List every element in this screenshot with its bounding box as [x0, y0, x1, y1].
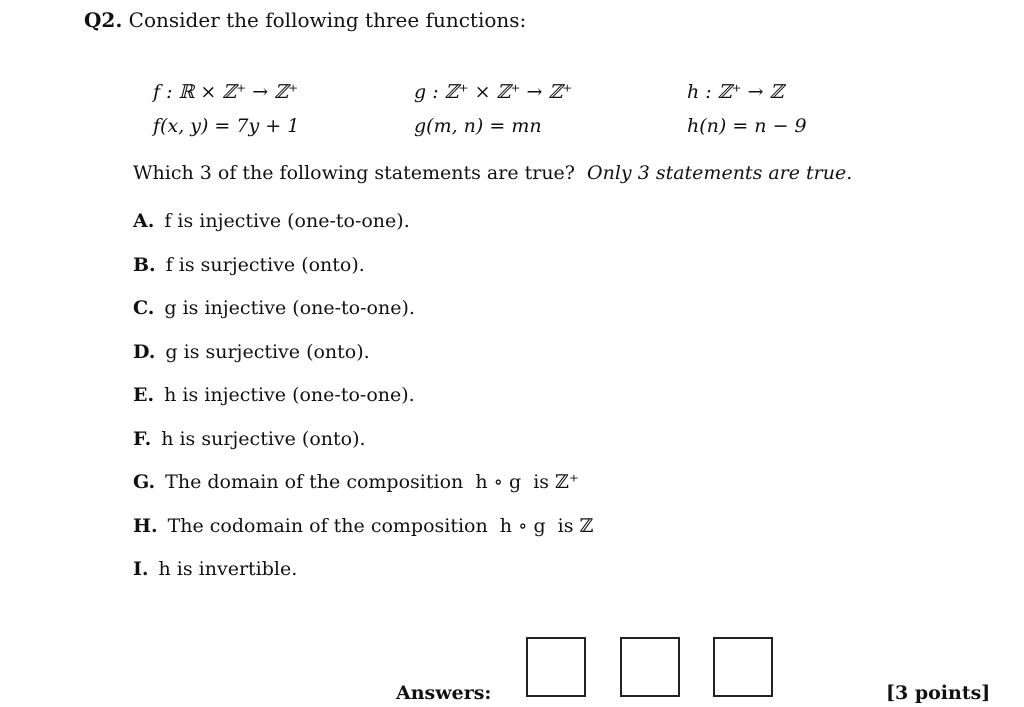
option-text: g is surjective (onto). [165, 341, 370, 363]
option-text: f is injective (one-to-one). [164, 210, 410, 232]
h-signature: h : ℤ⁺ → ℤ [687, 81, 784, 103]
f-rule: f(x, y) = 7y + 1 [153, 115, 300, 137]
answer-box-2[interactable] [620, 637, 680, 697]
option-letter: H. [133, 515, 158, 537]
option-text: f is surjective (onto). [165, 254, 365, 276]
option-letter: D. [133, 341, 156, 363]
option-d [133, 339, 370, 365]
option-text: g is injective (one-to-one). [164, 297, 415, 319]
option-b [133, 252, 365, 278]
option-letter: F. [133, 428, 152, 450]
option-text: h is injective (one-to-one). [164, 384, 415, 406]
option-text: h is surjective (onto). [161, 428, 366, 450]
points-label: [3 points] [886, 682, 991, 704]
option-h [133, 513, 593, 539]
answer-box-3[interactable] [713, 637, 773, 697]
f-signature: f : ℝ × ℤ⁺ → ℤ⁺ [153, 81, 299, 103]
option-g [133, 469, 579, 495]
option-letter: C. [133, 297, 155, 319]
option-letter: E. [133, 384, 155, 406]
question-number: Q2. [84, 8, 123, 32]
option-e [133, 382, 415, 408]
option-a [133, 208, 410, 234]
option-f [133, 426, 366, 452]
option-letter: B. [133, 254, 156, 276]
answers-label: Answers: [396, 682, 492, 704]
option-letter: A. [133, 210, 155, 232]
prompt-main: Which 3 of the following statements are true? [133, 162, 575, 184]
g-rule: g(m, n) = mn [414, 115, 542, 137]
answer-box-1[interactable] [526, 637, 586, 697]
option-letter: G. [133, 471, 156, 493]
option-letter: I. [133, 558, 149, 580]
option-text: The domain of the composition h ∘ g is ℤ⁺ [165, 471, 579, 493]
option-text: The codomain of the composition h ∘ g is ℤ [167, 515, 594, 537]
h-rule: h(n) = n − 9 [687, 115, 807, 137]
option-c [133, 295, 415, 321]
option-text: h is invertible. [158, 558, 298, 580]
question-heading [84, 7, 526, 33]
question-prompt [133, 160, 852, 186]
prompt-emphasis: Only 3 statements are true. [587, 162, 853, 184]
option-i [133, 556, 297, 582]
question-text: Consider the following three functions: [128, 8, 527, 32]
g-signature: g : ℤ⁺ × ℤ⁺ → ℤ⁺ [414, 81, 573, 103]
